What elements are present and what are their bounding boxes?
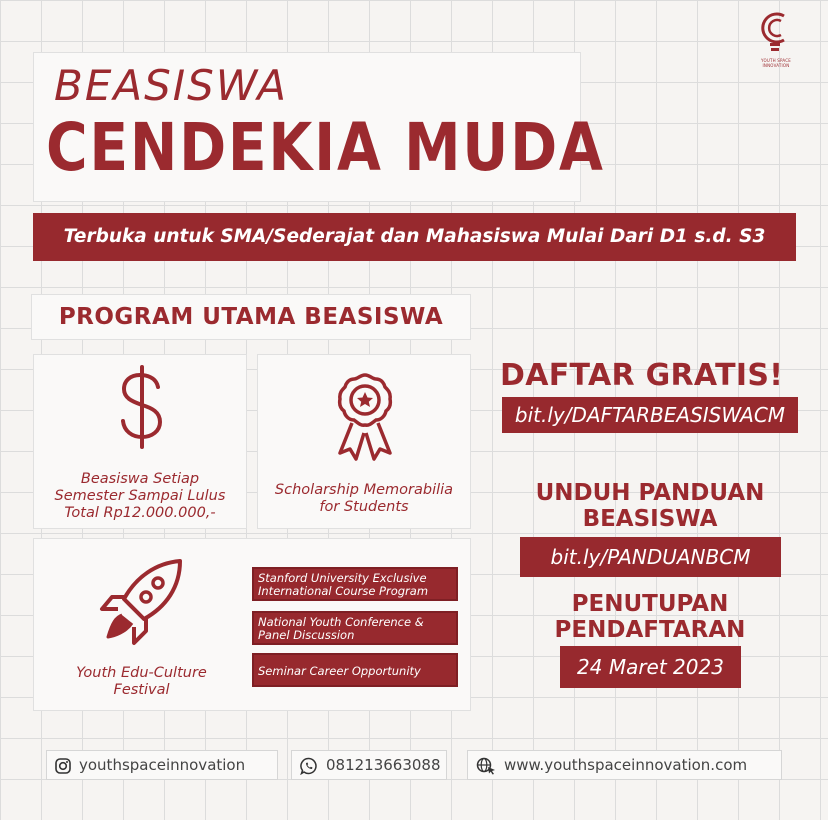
instagram-icon	[55, 758, 71, 774]
guide-heading	[500, 480, 800, 532]
card-scholarship-line2: Semester Sampai Lulus	[54, 488, 226, 504]
festival-item-stanford-line2: International Course Program	[258, 584, 429, 598]
card-scholarship-line3: Total Rp12.000.000,-	[64, 505, 216, 521]
festival-item-seminar	[252, 653, 458, 687]
contact-website[interactable]	[467, 750, 782, 780]
register-heading: DAFTAR GRATIS!	[500, 358, 784, 393]
card-festival-line1: Youth Edu-Culture	[76, 665, 207, 681]
program-heading: PROGRAM UTAMA BEASISWA	[31, 294, 471, 340]
web-icon	[476, 757, 496, 775]
closing-heading	[500, 591, 800, 643]
card-memorabilia	[257, 354, 471, 529]
whatsapp-icon	[300, 757, 318, 775]
closing-heading-line2: PENDAFTARAN	[554, 617, 746, 643]
brand-logo-icon	[756, 10, 796, 54]
card-festival-line2: Festival	[113, 682, 170, 698]
festival-item-stanford-line1: Stanford University Exclusive	[258, 571, 427, 585]
card-scholarship-line1: Beasiswa Setiap	[80, 471, 200, 487]
brand-logo-text: YOUTH SPACE INNOVATION	[761, 58, 791, 68]
festival-item-conference	[252, 611, 458, 645]
festival-item-conference-line2: Panel Discussion	[258, 628, 355, 642]
register-link[interactable]: bit.ly/DAFTARBEASISWACM	[502, 397, 798, 433]
card-festival	[33, 538, 471, 711]
guide-heading-line1: UNDUH PANDUAN	[535, 480, 765, 506]
festival-item-seminar-line1: Seminar Career Opportunity	[258, 664, 421, 678]
card-scholarship	[33, 354, 247, 529]
dollar-icon	[116, 365, 168, 449]
whatsapp-number: 081213663088	[326, 756, 441, 774]
award-ribbon-icon	[330, 371, 400, 463]
title-cendekia-muda: CENDEKIA MUDA	[46, 109, 605, 186]
festival-item-conference-line1: National Youth Conference &	[258, 615, 424, 629]
guide-link[interactable]: bit.ly/PANDUANBCM	[520, 537, 781, 577]
contact-instagram[interactable]	[46, 750, 278, 780]
festival-item-stanford	[252, 567, 458, 601]
card-memorabilia-line2: for Students	[319, 499, 409, 515]
contact-whatsapp[interactable]	[291, 750, 447, 780]
title-panel	[33, 52, 605, 202]
eligibility-banner: Terbuka untuk SMA/Sederajat dan Mahasiswa Mulai Dari D1 s.d. S3	[33, 213, 796, 261]
rocket-icon	[96, 557, 186, 652]
card-memorabilia-line1: Scholarship Memorabilia	[274, 482, 454, 498]
closing-heading-line1: PENUTUPAN	[571, 591, 729, 617]
closing-date: 24 Maret 2023	[560, 646, 741, 688]
website-url: www.youthspaceinnovation.com	[504, 756, 748, 774]
brand-logo	[752, 10, 800, 66]
instagram-handle: youthspaceinnovation	[79, 756, 246, 774]
title-beasiswa: BEASISWA	[54, 61, 288, 110]
guide-heading-line2: BEASISWA	[582, 506, 718, 532]
